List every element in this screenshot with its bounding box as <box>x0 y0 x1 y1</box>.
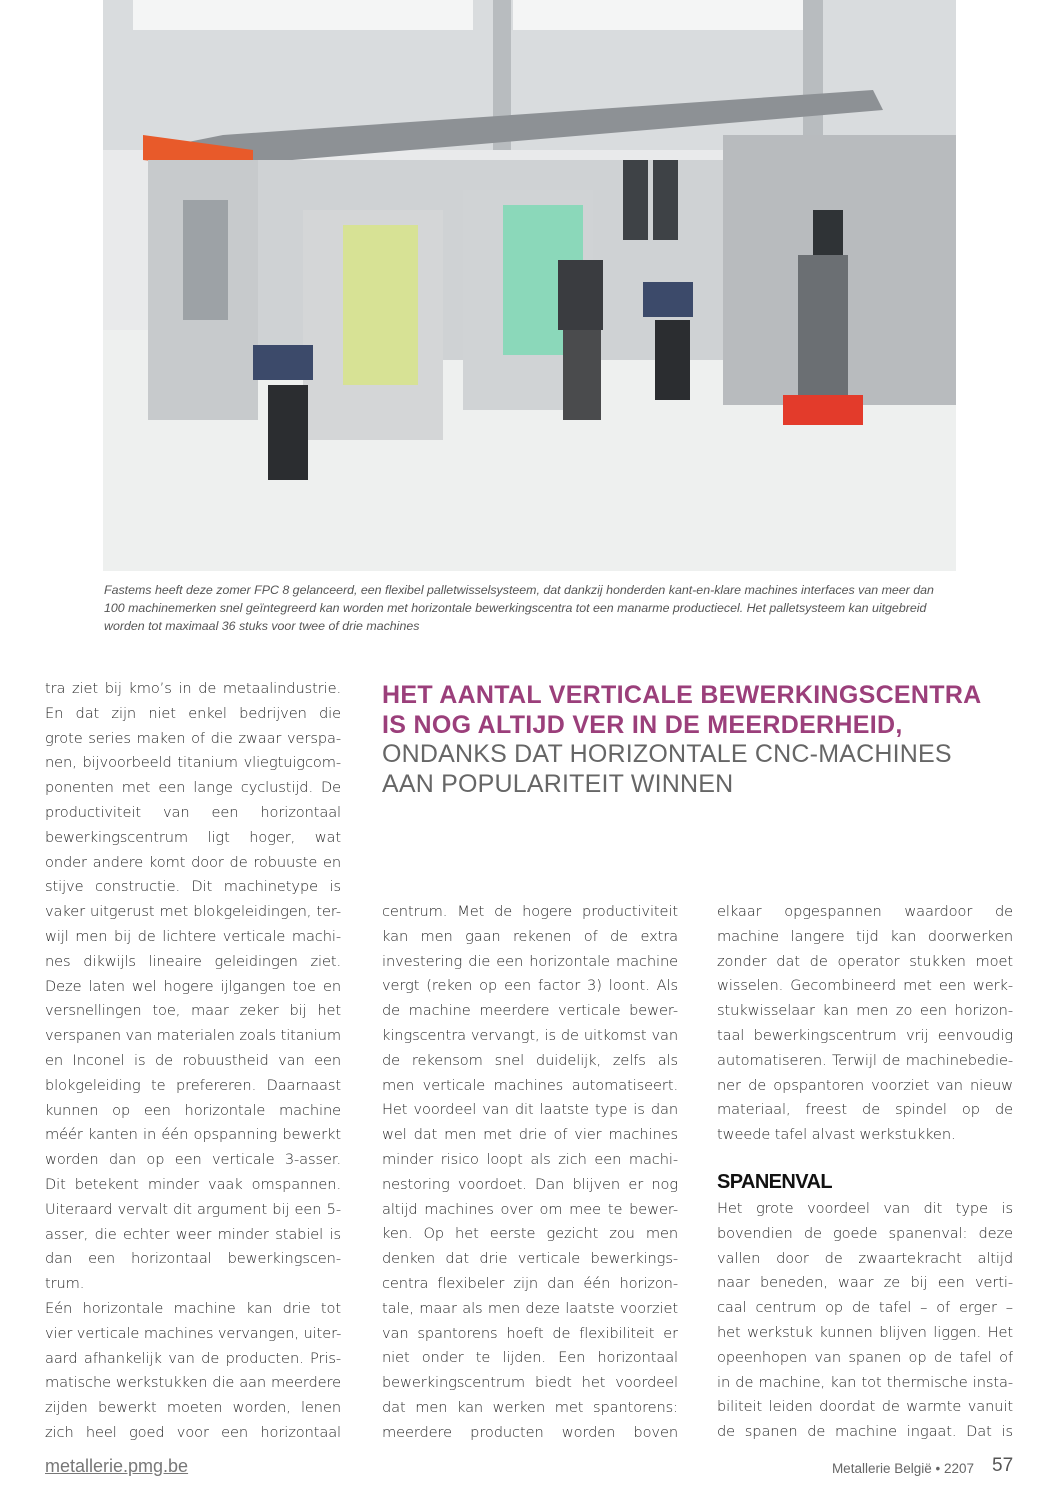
text-line: asser, die echter weer minder stabiel is <box>45 1225 341 1243</box>
text-line: onder andere komt door de robuuste en <box>45 853 341 871</box>
caption-line: worden tot maximaal 36 stuks voor twee of drie machines <box>104 619 420 633</box>
text-line: grote series maken of die zwaar verspa- <box>45 729 341 747</box>
text-line: opeenhopen van spanen op de tafel of <box>717 1348 1013 1366</box>
caption-line: Fastems heeft deze zomer FPC 8 gelanceerd, een flexibel palletwisselsysteem, dat dankzij honderden kant-en-klare machines interfaces van meer dan <box>104 583 934 597</box>
text-line: niet onder te lijden. Een horizontaal <box>382 1349 678 1367</box>
text-line: nen, bijvoorbeeld titanium vliegtuigcom- <box>45 754 341 772</box>
text-line: de spanen de machine ingaat. Dat is <box>717 1423 1013 1441</box>
pull-quote-rest: ONDANKS DAT HORIZONTALE CNC-MACHINES <box>382 740 952 768</box>
text-line: altijd machines over om mee te bewer- <box>382 1200 678 1218</box>
section-subheading: SPANENVAL <box>717 1170 832 1193</box>
text-line: trum. <box>45 1275 85 1293</box>
text-line: stukwisselaar kan men zo een horizon- <box>717 1002 1013 1020</box>
text-line: tweede tafel alvast werkstukken. <box>717 1126 956 1144</box>
text-line: tale, maar als men deze laatste voorziet <box>382 1299 678 1317</box>
text-line: kan men gaan rekenen of de extra <box>382 927 678 945</box>
text-line: vallen door de zwaartekracht altijd <box>717 1249 1013 1267</box>
text-line: aard afhankelijk van de producten. Pris- <box>45 1349 341 1367</box>
text-line: blokgeleiding te prefereren. Daarnaast <box>45 1076 341 1094</box>
text-line: kingscentra vervangt, is de uitkomst van <box>382 1026 678 1044</box>
text-line: méér kanten in één opspanning bewerkt <box>45 1126 341 1144</box>
text-line: centra flexibeler zijn dan één horizon- <box>382 1274 678 1292</box>
text-line: Het grote voordeel van dit type is <box>717 1199 1013 1217</box>
text-line: Het voordeel van dit laatste type is dan <box>382 1101 678 1119</box>
text-line: dat men kan werken met spantorens: <box>382 1398 678 1416</box>
text-line: kunnen op een horizontale machine <box>45 1101 341 1119</box>
text-line: biliteit leiden doordat de warmte vanuit <box>717 1398 1013 1416</box>
text-line: de machine meerdere verticale bewer- <box>382 1002 678 1020</box>
text-line: het werkstuk kunnen blijven liggen. Het <box>717 1323 1013 1341</box>
pull-quote-highlight: HET AANTAL VERTICALE BEWERKINGSCENTRA <box>382 681 982 709</box>
text-line: naar beneden, waar ze bij een verti- <box>717 1274 1013 1292</box>
text-line: Dit betekent minder vaak omspannen. <box>45 1175 341 1193</box>
text-line: taal bewerkingscentrum vrij eenvoudig <box>717 1026 1013 1044</box>
text-line: ner de opspantoren voorziet van nieuw <box>717 1076 1013 1094</box>
text-line: dan een horizontaal bewerkingscen- <box>45 1250 341 1268</box>
text-line: bewerkingscentrum ligt hoger, wat <box>45 828 341 846</box>
text-line: zijden bewerkt moeten worden, lenen <box>45 1399 341 1417</box>
text-line: verspanen van materialen zoals titanium <box>45 1027 341 1045</box>
text-line: Deze laten wel hogere ijlgangen toe en <box>45 977 341 995</box>
body-column-1 <box>45 677 341 1446</box>
text-line: minder risico loopt als zich een machi- <box>382 1150 678 1168</box>
text-line: tra ziet bij kmo’s in de metaalindustrie. <box>45 680 341 697</box>
pull-quote <box>382 680 1022 799</box>
pull-quote-highlight: IS NOG ALTIJD VER IN DE MEERDERHEID, <box>382 711 903 739</box>
website-link[interactable]: metallerie.pmg.be <box>45 1456 189 1476</box>
text-line: denken dat drie verticale bewerkings- <box>382 1250 678 1268</box>
text-line: men verticale machines automatiseert. <box>382 1076 678 1094</box>
text-line: de rekensom snel duidelijk, zelfs als <box>382 1051 678 1069</box>
pull-quote-rest: AAN POPULARITEIT WINNEN <box>382 769 734 798</box>
text-line: worden dan op een verticale 3-asser. <box>45 1151 341 1169</box>
text-line: Eén horizontale machine kan drie tot <box>45 1299 341 1317</box>
text-line: investering die een horizontale machine <box>382 952 678 970</box>
body-column-2 <box>382 900 678 1446</box>
text-line: matische werkstukken die aan meerdere <box>45 1374 341 1392</box>
magazine-issue: Metallerie België • 2207 <box>831 1461 974 1476</box>
text-line: en Inconel is de robuustheid van een <box>45 1051 341 1069</box>
text-line: nestoring voordoet. Dan blijven er nog <box>382 1175 678 1193</box>
text-line: nes dikwijls lineaire geleidingen ziet. <box>45 952 341 970</box>
text-line: wisselen. Gecombineerd met een werk- <box>717 977 1013 995</box>
text-line: zich heel goed voor een horizontaal <box>45 1423 341 1441</box>
text-line: materiaal, freest de spindel op de <box>717 1101 1013 1119</box>
text-line: productiviteit van een horizontaal <box>45 803 341 821</box>
text-line: ponenten met een lange cyclustijd. De <box>45 779 341 797</box>
text-line: in de machine, kan tot thermische insta- <box>717 1373 1013 1391</box>
text-line: vaker uitgerust met blokgeleidingen, ter- <box>45 903 341 921</box>
caption-line: 100 machinemerken snel geïntegreerd kan worden met horizontale bewerkingscentra tot een manarme productiecel. Het palletsysteem kan uitgebreid <box>104 601 927 615</box>
text-line: bovendien de goede spanenval: deze <box>717 1224 1013 1242</box>
text-line: centrum. Met de hogere productiviteit <box>382 903 678 920</box>
page-number: 57 <box>992 1455 1014 1476</box>
text-line: stijve constructie. Dit machinetype is <box>45 878 341 896</box>
text-line: automatiseren. Terwijl de machinebedie- <box>717 1051 1013 1069</box>
text-line: wijl men bij de lichtere verticale machi- <box>45 927 341 945</box>
cnc-pallet-system-photo <box>103 0 956 571</box>
body-column-3 <box>717 900 1013 1445</box>
text-line: vier verticale machines vervangen, uiter- <box>45 1324 341 1342</box>
text-line: elkaar opgespannen waardoor de <box>717 903 1013 920</box>
text-line: Uiteraard vervalt dit argument bij een 5- <box>45 1200 341 1218</box>
photo-caption <box>104 581 954 635</box>
text-line: meerdere producten worden boven <box>382 1423 678 1441</box>
text-line: versnellingen toe, maar zeker bij het <box>45 1002 341 1020</box>
text-line: machine langere tijd kan doorwerken <box>717 927 1013 945</box>
text-line: vergt (reken op een factor 3) loont. Als <box>382 977 678 995</box>
text-line: wel dat men met drie of vier machines <box>382 1126 678 1144</box>
text-line: van spantorens hoeft de flexibiliteit er <box>382 1324 678 1342</box>
text-line: bewerkingscentrum biedt het voordeel <box>382 1374 678 1392</box>
text-line: En dat zijn niet enkel bedrijven die <box>45 704 341 722</box>
text-line: caal centrum op de tafel – of erger – <box>717 1299 1013 1317</box>
text-line: zonder dat de operator stukken moet <box>717 952 1013 970</box>
text-line: ken. Op het eerste gezicht zou men <box>382 1225 678 1243</box>
